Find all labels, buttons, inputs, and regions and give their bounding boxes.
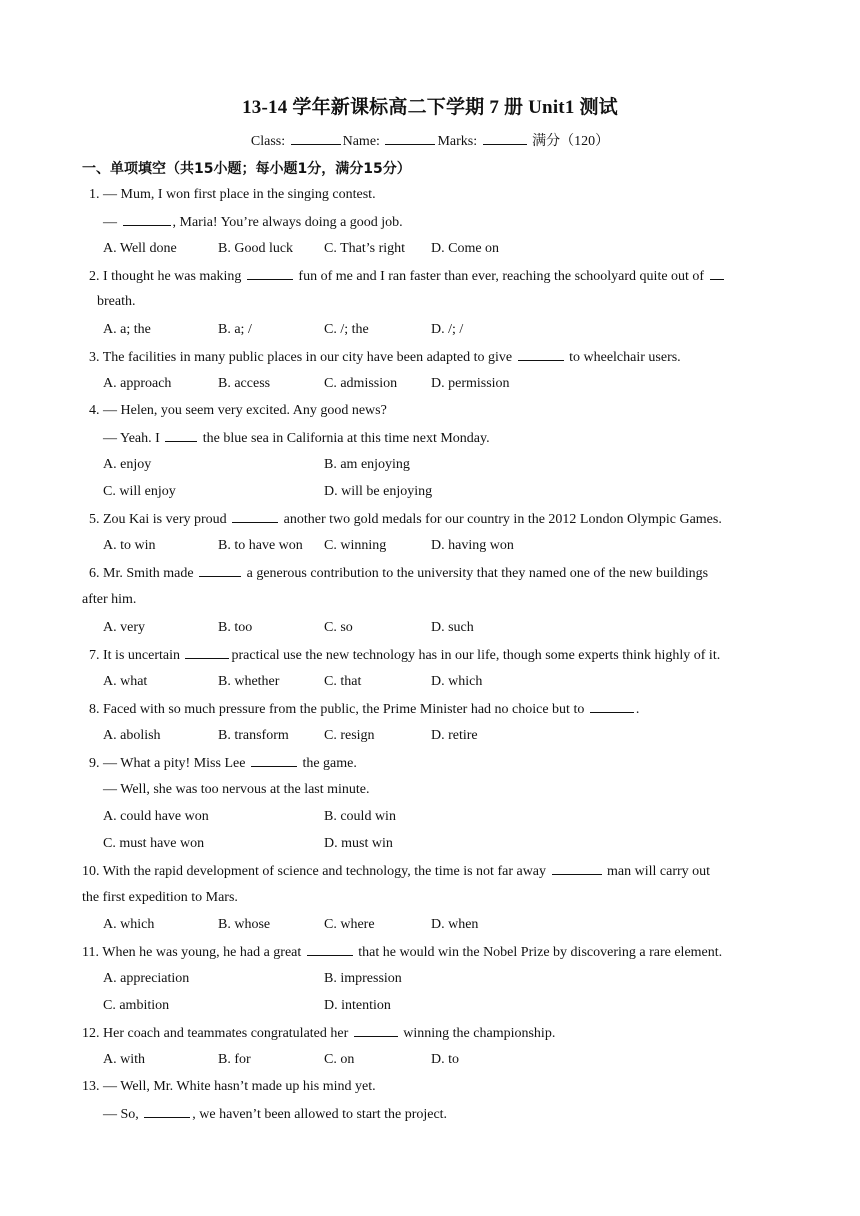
option-d[interactable]: D. retire [431,728,478,743]
question-11-line-1 [82,943,722,962]
question-text: , Maria! You’re always doing a good job. [172,215,403,230]
option-b[interactable]: B. impression [324,971,402,986]
option-b[interactable]: B. access [218,376,271,391]
answer-blank[interactable] [123,213,171,226]
option-c[interactable]: C. resign [324,728,375,743]
question-5-line-1 [89,510,722,529]
option-d[interactable]: D. which [431,674,483,689]
option-a[interactable]: A. approach [103,376,172,391]
question-text: 3. The facilities in many public places in our city have been adapted to give [89,350,516,365]
question-text: breath. [97,294,136,309]
option-b[interactable]: B. could win [324,809,396,824]
option-b[interactable]: B. transform [218,728,289,743]
question-text: 8. Faced with so much pressure from the public, the Prime Minister had no choice but to [89,702,588,717]
question-text: that he would win the Nobel Prize by discovering a rare element. [354,945,723,960]
question-text: the first expedition to Mars. [82,890,238,905]
question-1-line-1 [89,186,376,204]
answer-blank[interactable] [251,754,297,767]
option-b[interactable]: B. for [218,1052,251,1067]
question-text: a generous contribution to the university that they named one of the new buildings [243,566,709,581]
answer-blank[interactable] [354,1024,398,1037]
option-a[interactable]: A. abolish [103,728,161,743]
option-c[interactable]: C. that [324,674,362,689]
question-text: fun of me and I ran faster than ever, reaching the schoolyard quite out of [294,269,708,284]
question-text: another two gold medals for our country in the 2012 London Olympic Games. [280,512,722,527]
question-9-line-1 [89,754,357,773]
question-text: the blue sea in California at this time next Monday. [199,431,490,446]
question-text: winning the championship. [399,1026,556,1041]
page-title: 13-14 学年新课标高二下学期 7 册 Unit1 测试 [242,97,618,118]
option-b[interactable]: B. a; / [218,322,252,337]
option-b[interactable]: B. whose [218,917,271,932]
question-text: 10. With the rapid development of science and technology, the time is not far away [82,864,550,879]
question-text: 12. Her coach and teammates congratulated her [82,1026,352,1041]
option-c[interactable]: C. /; the [324,322,369,337]
option-d[interactable]: D. having won [431,538,514,553]
option-c[interactable]: C. winning [324,538,387,553]
name-label: Name: [342,134,380,149]
question-text: 11. When he was young, he had a great [82,945,305,960]
option-d[interactable]: D. to [431,1052,459,1067]
class-label: Class: [250,134,286,149]
question-text: 2. I thought he was making [89,269,245,284]
question-4-line-1 [89,402,387,420]
question-9-line-2 [103,781,370,799]
section-heading: 一、单项填空（共15小题；每小题1分，满分15分） [82,161,411,177]
answer-blank[interactable] [165,429,197,442]
question-text: — [103,215,121,230]
question-6-line-2 [82,591,136,609]
question-2-line-1 [89,267,726,286]
question-text: 6. Mr. Smith made [89,566,198,581]
answer-blank[interactable] [307,943,353,956]
full-score-label: 满分（120） [532,134,610,149]
question-text: , we haven’t been allowed to start the project. [192,1107,448,1122]
option-d[interactable]: D. permission [431,376,510,391]
question-7-line-1 [89,646,720,665]
option-a[interactable]: A. a; the [103,322,151,337]
option-d[interactable]: D. intention [324,998,391,1013]
option-c[interactable]: C. must have won [103,836,205,851]
answer-blank[interactable] [199,564,241,577]
question-text: 13. — Well, Mr. White hasn’t made up his mind yet. [82,1079,376,1094]
option-a[interactable]: A. to win [103,538,156,553]
question-13-line-2 [103,1105,447,1124]
question-8-line-1 [89,700,639,719]
answer-blank[interactable] [144,1105,190,1118]
option-d[interactable]: D. Come on [431,241,500,256]
question-text: to wheelchair users. [565,350,681,365]
option-a[interactable]: A. what [103,674,148,689]
option-a[interactable]: A. enjoy [103,457,152,472]
option-c[interactable]: C. where [324,917,375,932]
answer-blank[interactable] [710,267,724,280]
question-text: 9. — What a pity! Miss Lee [89,756,249,771]
answer-blank[interactable] [247,267,293,280]
answer-blank[interactable] [232,510,278,523]
question-text: — Yeah. I [103,431,164,446]
marks-label: Marks: [437,134,478,149]
option-d[interactable]: D. will be enjoying [324,484,433,499]
option-b[interactable]: B. Good luck [218,241,294,256]
question-text: practical use the new technology has in our life, though some experts think highly of it. [231,648,721,663]
answer-blank[interactable] [185,646,229,659]
option-a[interactable]: A. appreciation [103,971,190,986]
question-text: man will carry out [603,864,711,879]
question-10-line-2 [82,889,238,907]
question-text: — Well, she was too nervous at the last minute. [103,782,370,797]
question-text: 1. — Mum, I won first place in the singing contest. [89,187,376,202]
question-6-line-1 [89,564,708,583]
option-c[interactable]: C. admission [324,376,398,391]
option-b[interactable]: B. to have won [218,538,303,553]
option-c[interactable]: C. on [324,1052,355,1067]
question-2-line-2 [97,293,135,311]
question-10-line-1 [82,862,710,881]
question-text: 7. It is uncertain [89,648,184,663]
option-a[interactable]: A. could have won [103,809,209,824]
option-a[interactable]: A. which [103,917,155,932]
question-text: the game. [298,756,357,771]
question-text: . [635,702,640,717]
answer-blank[interactable] [552,862,602,875]
option-b[interactable]: B. too [218,620,253,635]
option-d[interactable]: D. must win [324,836,393,851]
answer-blank[interactable] [590,700,634,713]
question-text: 5. Zou Kai is very proud [89,512,231,527]
option-c[interactable]: C. That’s right [324,241,406,256]
option-b[interactable]: B. am enjoying [324,457,410,472]
question-3-line-1 [89,348,681,367]
question-text: after him. [82,592,137,607]
question-12-line-1 [82,1024,555,1043]
option-b[interactable]: B. whether [218,674,280,689]
question-text: 4. — Helen, you seem very excited. Any good news? [89,403,387,418]
question-text: — So, [103,1107,143,1122]
option-a[interactable]: A. with [103,1052,145,1067]
option-d[interactable]: D. /; / [431,322,464,337]
question-4-line-2 [103,429,490,448]
option-a[interactable]: A. Well done [103,241,177,256]
option-c[interactable]: C. will enjoy [103,484,176,499]
question-1-line-2 [103,213,403,232]
option-a[interactable]: A. very [103,620,145,635]
answer-blank[interactable] [518,348,564,361]
option-d[interactable]: D. such [431,620,474,635]
option-c[interactable]: C. ambition [103,998,170,1013]
option-c[interactable]: C. so [324,620,353,635]
option-d[interactable]: D. when [431,917,479,932]
question-13-line-1 [82,1078,376,1096]
